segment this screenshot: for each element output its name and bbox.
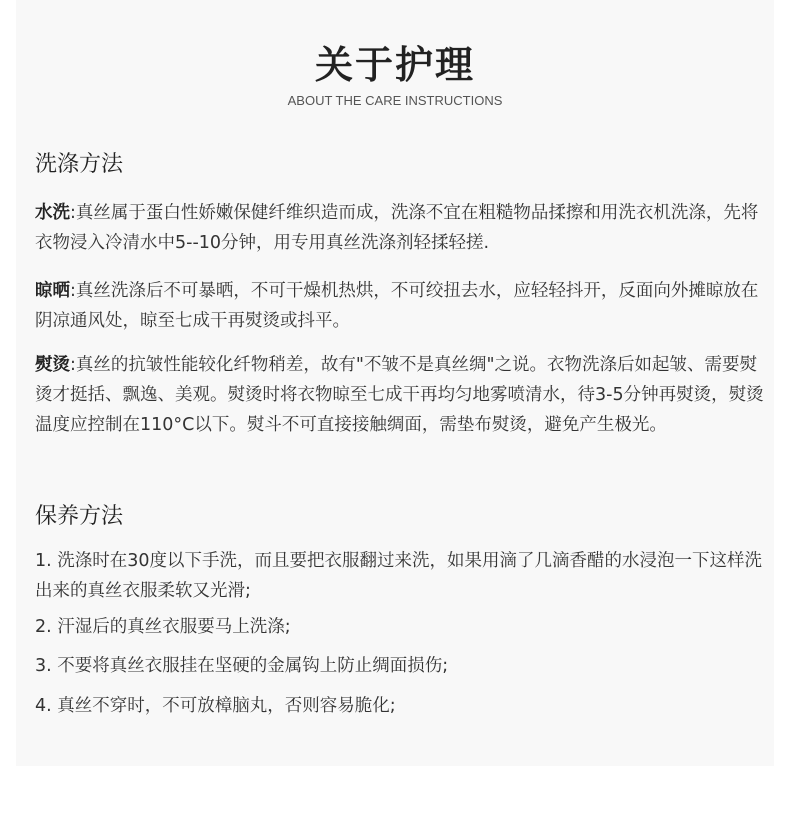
washing-label: 水洗 xyxy=(35,203,70,223)
drying-text: :真丝洗涤后不可暴晒，不可干燥机热烘，不可绞扭去水，应轻轻抖开，反面向外摊晾放在阴凉通风处，晾至七成干再熨烫或抖平。 xyxy=(35,281,759,331)
drying-label: 晾晒 xyxy=(35,281,70,301)
washing-heading: 洗涤方法 xyxy=(35,152,124,177)
ironing-text: :真丝的抗皱性能较化纤物稍差，故有"不皱不是真丝绸"之说。衣物洗涤后如起皱、需要熨烫才挺括、飘逸、美观。熨烫时将衣物晾至七成干再均匀地雾喷清水，待3-5分钟再熨烫，熨烫温度应控制在110°C以下。熨斗不可直接接触绸面，需垫布熨烫，避免产生极光。 xyxy=(35,355,764,435)
washing-text: :真丝属于蛋白性娇嫩保健纤维织造而成，洗涤不宜在粗糙物品揉擦和用洗衣机洗涤，先将衣物浸入冷清水中5--10分钟，用专用真丝洗涤剂轻揉轻搓. xyxy=(35,203,759,253)
page-subtitle: ABOUT THE CARE INSTRUCTIONS xyxy=(287,93,503,108)
list-item: 2. 汗湿后的真丝衣服要马上洗涤; xyxy=(35,617,291,637)
ironing-paragraph xyxy=(35,350,770,440)
list-item: 4. 真丝不穿时，不可放樟脑丸，否则容易脆化; xyxy=(35,696,396,716)
washing-paragraph xyxy=(35,198,770,258)
page-title: 关于护理 xyxy=(314,43,475,87)
list-item: 1. 洗涤时在30度以下手洗，而且要把衣服翻过来洗，如果用滴了几滴香醋的水浸泡一下这样洗出来的真丝衣服柔软又光滑; xyxy=(35,551,763,601)
ironing-label: 熨烫 xyxy=(35,355,70,375)
maintenance-heading: 保养方法 xyxy=(35,504,124,529)
list-item: 3. 不要将真丝衣服挂在坚硬的金属钩上防止绸面损伤; xyxy=(35,656,449,676)
drying-paragraph xyxy=(35,276,770,336)
